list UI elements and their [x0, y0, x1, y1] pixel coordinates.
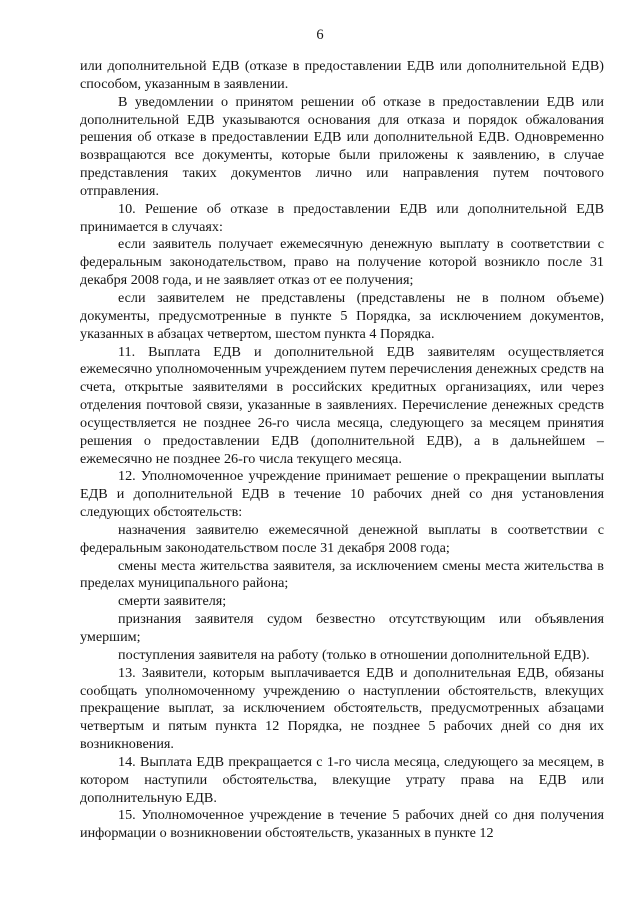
paragraph-item-12: 12. Уполномоченное учреждение принимает решение о прекращении выплаты ЕДВ и дополнительной ЕДВ в течение 10 рабочих дней со дня установления следующих обстоятельств:	[80, 468, 604, 521]
paragraph-item-10-case-1: если заявитель получает ежемесячную денежную выплату в соответствии с федеральным законодательством, право на получение которой возникло после 31 декабря 2008 года, и не заявляет отказ от ее получения;	[80, 236, 604, 289]
paragraph-item-12-case-3: смерти заявителя;	[118, 593, 227, 610]
paragraph-item-13: 13. Заявители, которым выплачивается ЕДВ и дополнительная ЕДВ, обязаны сообщать уполномоченному учреждению о наступлении обстоятельств, влекущих прекращение выплат, за исключением обстоятельств, предусмотренных абзацами четвертым и пятым пункта 12 Порядка, не позднее 5 рабочих дней со дня их возникновения.	[80, 664, 604, 753]
paragraph-item-12-case-1: назначения заявителю ежемесячной денежной выплаты в соответствии с федеральным законодательством после 31 декабря 2008 года;	[80, 521, 604, 556]
page-number: 6	[316, 27, 324, 43]
paragraph-item-12-case-5: поступления заявителя на работу (только в отношении дополнительной ЕДВ).	[118, 646, 590, 663]
paragraph-continuation: или дополнительной ЕДВ (отказе в предоставлении ЕДВ или дополнительной ЕДВ) способом, указанным в заявлении.	[80, 58, 604, 92]
paragraph-item-14: 14. Выплата ЕДВ прекращается с 1-го числа месяца, следующего за месяцем, в котором наступили обстоятельства, влекущие утрату права на ЕДВ или дополнительную ЕДВ.	[80, 753, 604, 806]
paragraph-item-12-case-2: смены места жительства заявителя, за исключением смены места жительства в пределах муниципального района;	[80, 557, 604, 592]
paragraph-refusal-notice: В уведомлении о принятом решении об отказе в предоставлении ЕДВ или дополнительной ЕДВ указываются основания для отказа и порядок обжалования решения об отказе в предоставлении ЕДВ или дополнительной ЕДВ. Одновременно возвращаются все документы, которые были приложены к заявлению, в случае представления таких документов лично или направления путем почтового отправления.	[80, 93, 604, 199]
paragraph-item-10: 10. Решение об отказе в предоставлении ЕДВ или дополнительной ЕДВ принимается в случаях:	[80, 200, 604, 235]
paragraph-item-10-case-2: если заявителем не представлены (представлены не в полном объеме) документы, предусмотренные в пункте 5 Порядка, за исключением документов, указанных в абзацах четвертом, шестом пункта 4 Порядка.	[80, 289, 604, 342]
paragraph-item-15: 15. Уполномоченное учреждение в течение 5 рабочих дней со дня получения информации о возникновении обстоятельств, указанных в пункте 12	[80, 807, 604, 842]
paragraph-item-11: 11. Выплата ЕДВ и дополнительной ЕДВ заявителям осуществляется ежемесячно уполномоченным учреждением путем перечисления денежных средств на счета, открытые заявителями в российских кредитных организациях, или через отделения почтовой связи, указанные в заявлениях. Перечисление денежных средств осуществляется не позднее 26-го числа месяца, следующего за месяцем принятия решения о предоставлении ЕДВ (дополнительной ЕДВ), а в дальнейшем – ежемесячно не позднее 26-го числа текущего месяца.	[80, 343, 604, 467]
paragraph-item-12-case-4: признания заявителя судом безвестно отсутствующим или объявления умершим;	[80, 611, 604, 645]
document-body	[80, 58, 604, 843]
